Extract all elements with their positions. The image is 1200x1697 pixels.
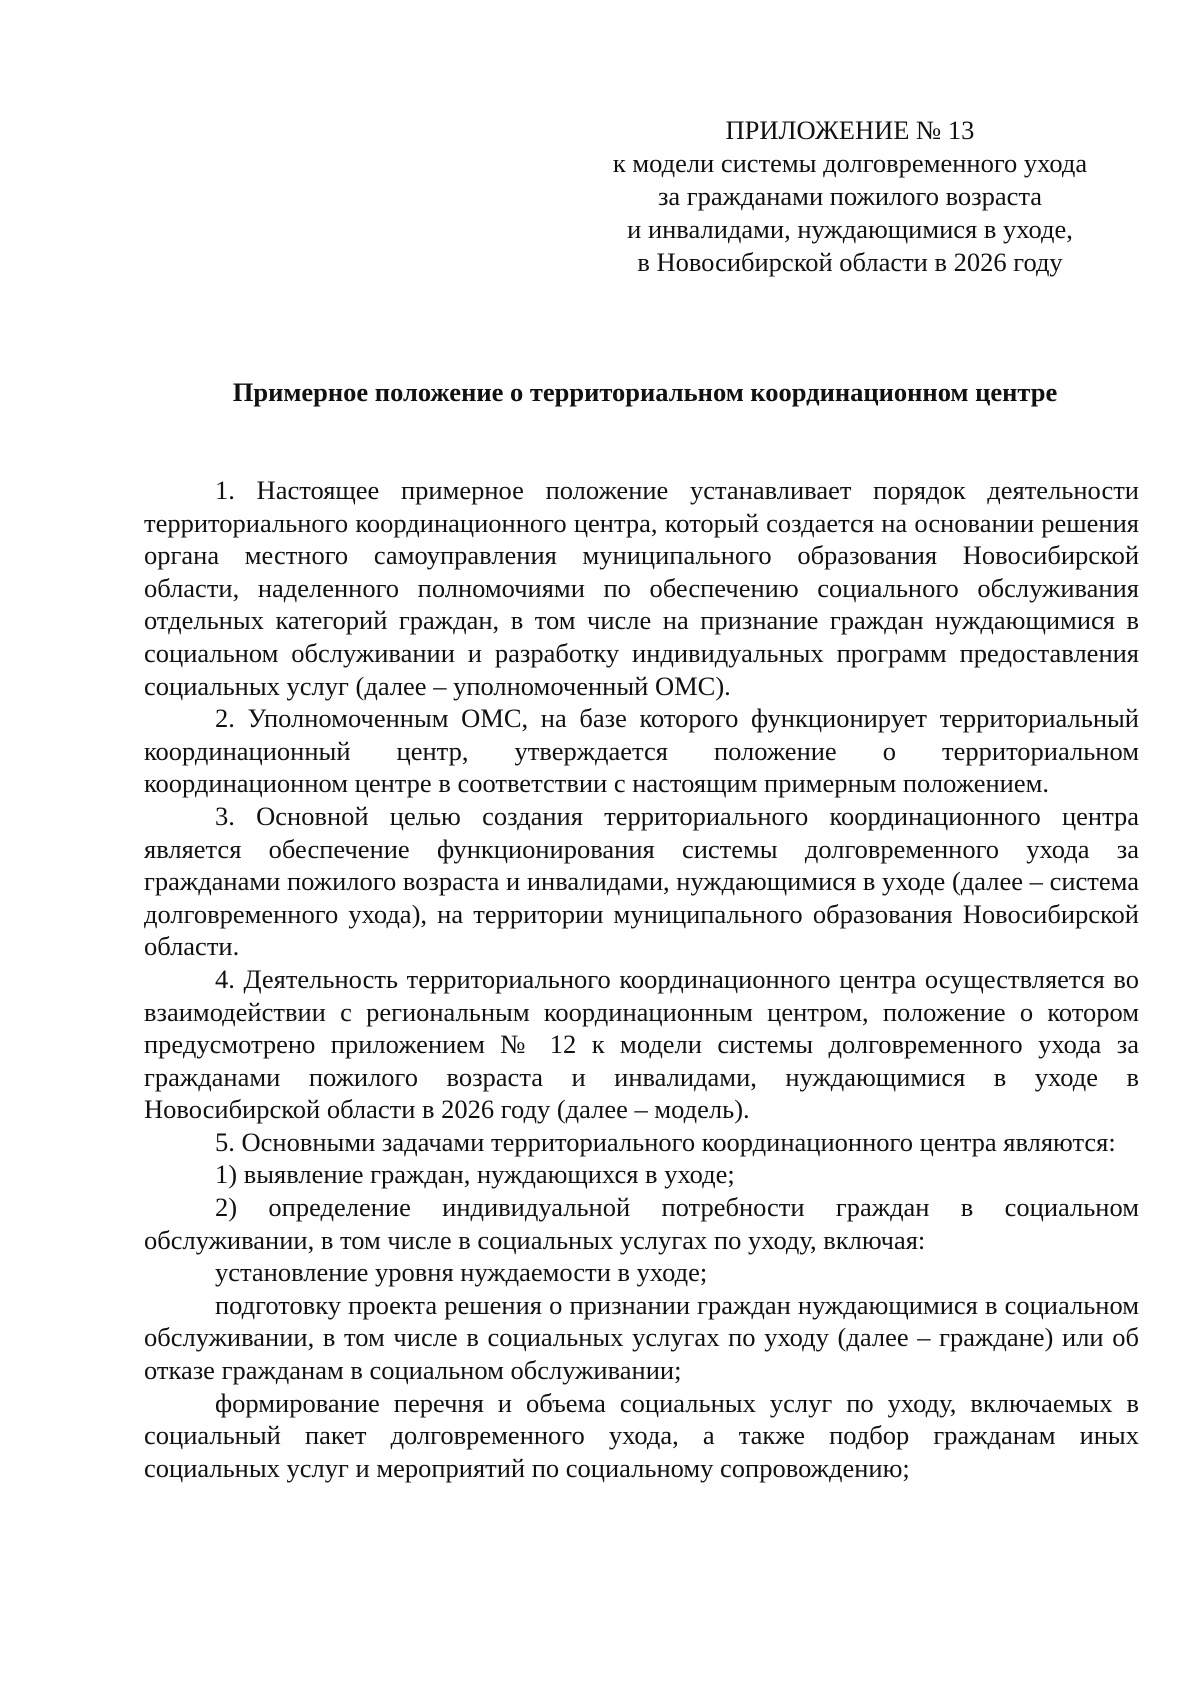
appendix-line-4: и инвалидами, нуждающимися в уходе,	[627, 214, 1073, 244]
document-title: Примерное положение о территориальном координационном центре	[232, 377, 1058, 407]
list-item-2: 2) определение индивидуальной потребности граждан в социальном обслуживании, в том числе в социальных услугах по уходу, включая:	[144, 1192, 1139, 1255]
paragraph-5: 5. Основными задачами территориального координационного центра являются:	[215, 1126, 1116, 1157]
document-body	[144, 474, 1139, 1484]
appendix-header	[590, 114, 1110, 279]
appendix-line-3: за гражданами пожилого возраста	[657, 181, 1043, 211]
appendix-line-2: к модели системы долговременного ухода	[612, 148, 1088, 178]
paragraph-1: 1. Настоящее примерное положение устанавливает порядок деятельности территориального координационного центра, который создается на основании решения органа местного самоуправления муниципального образования Новосибирской области, наделенного полномочиями по обеспечению социального обслуживания отдельных категорий граждан, в том числе на признание граждан нуждающимися в социальном обслуживании и разработку индивидуальных программ предоставления социальных услуг (далее – уполномоченный ОМС).	[144, 475, 1139, 701]
appendix-number: ПРИЛОЖЕНИЕ № 13	[725, 115, 975, 145]
sub-item-1: установление уровня нуждаемости в уходе;	[215, 1257, 708, 1288]
sub-item-3: формирование перечня и объема социальных услуг по уходу, включаемых в социальный пакет долговременного ухода, а также подбор гражданам иных социальных услуг и мероприятий по социальному сопровождению;	[144, 1387, 1139, 1483]
appendix-line-5: в Новосибирской области в 2026 году	[637, 247, 1063, 277]
list-item-1: 1) выявление граждан, нуждающихся в уходе;	[215, 1159, 735, 1190]
paragraph-4: 4. Деятельность территориального координационного центра осуществляется во взаимодействии с региональным координационным центром, положение о котором предусмотрено приложением № 12 к модели системы долговременного ухода за гражданами пожилого возраста и инвалидами, нуждающимися в уходе в Новосибирской области в 2026 году (далее – модель).	[144, 963, 1139, 1125]
paragraph-3: 3. Основной целью создания территориального координационного центра является обеспечение функционирования системы долговременного ухода за гражданами пожилого возраста и инвалидами, нуждающимися в уходе (далее – система долговременного ухода), на территории муниципального образования Новосибирской области.	[144, 800, 1139, 962]
sub-item-2: подготовку проекта решения о признании граждан нуждающимися в социальном обслуживании, в том числе в социальных услугах по уходу (далее – граждане) или об отказе гражданам в социальном обслуживании;	[144, 1289, 1139, 1386]
paragraph-2: 2. Уполномоченным ОМС, на базе которого функционирует территориальный координационный центр, утверждается положение о территориальном координационном центре в соответствии с настоящим примерным положением.	[144, 703, 1139, 799]
